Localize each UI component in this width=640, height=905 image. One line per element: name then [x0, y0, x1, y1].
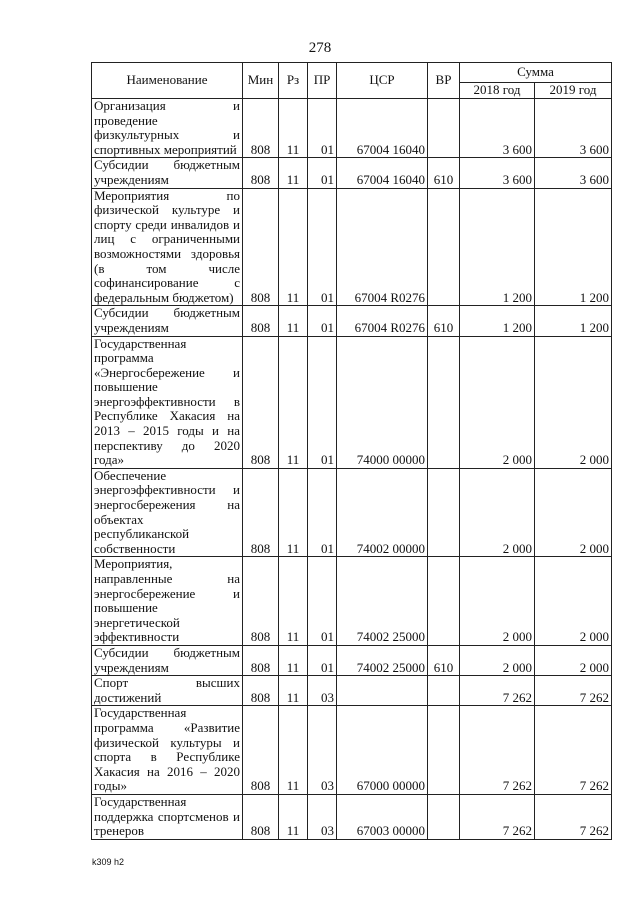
table-row [92, 468, 612, 557]
row-vr [428, 794, 460, 839]
row-sum-2019: 3 600 [535, 99, 612, 158]
row-pr: 01 [308, 158, 337, 188]
row-rz: 11 [279, 468, 308, 557]
row-rz: 11 [279, 188, 308, 306]
row-name: Обеспечение энергоэффективности и энергосбережения на объектах республиканской собственности [92, 468, 243, 557]
row-vr [428, 468, 460, 557]
row-sum-2019: 1 200 [535, 188, 612, 306]
row-min: 808 [243, 99, 279, 158]
row-vr [428, 557, 460, 646]
row-csr: 74002 25000 [337, 557, 428, 646]
row-sum-2019: 3 600 [535, 158, 612, 188]
row-pr: 01 [308, 645, 337, 675]
header-min: Мин [243, 63, 279, 99]
row-min: 808 [243, 188, 279, 306]
row-csr: 67003 00000 [337, 794, 428, 839]
row-rz: 11 [279, 158, 308, 188]
row-pr: 01 [308, 306, 337, 336]
header-csr: ЦСР [337, 63, 428, 99]
row-min: 808 [243, 158, 279, 188]
row-vr [428, 676, 460, 706]
row-vr: 610 [428, 645, 460, 675]
row-vr: 610 [428, 158, 460, 188]
row-sum-2018: 2 000 [460, 645, 535, 675]
row-sum-2019: 2 000 [535, 468, 612, 557]
row-name: Организация и проведение физкультурных и спортивных мероприятий [92, 99, 243, 158]
row-name: Субсидии бюджетным учреждениям [92, 306, 243, 336]
row-name: Мероприятия, направленные на энергосбережение и повышение энергетической эффективности [92, 557, 243, 646]
row-pr: 03 [308, 706, 337, 795]
page-number: 278 [308, 40, 332, 56]
row-name: Спорт высших достижений [92, 676, 243, 706]
header-rz: Рз [279, 63, 308, 99]
row-min: 808 [243, 676, 279, 706]
row-sum-2019: 7 262 [535, 676, 612, 706]
row-vr: 610 [428, 306, 460, 336]
row-csr: 67004 R0276 [337, 306, 428, 336]
header-sum: Сумма [460, 63, 612, 83]
table-row [92, 557, 612, 646]
row-rz: 11 [279, 645, 308, 675]
row-sum-2019: 7 262 [535, 706, 612, 795]
row-vr [428, 99, 460, 158]
table-body [92, 99, 612, 840]
footer-code: k309 h2 [92, 857, 125, 867]
row-min: 808 [243, 794, 279, 839]
row-vr [428, 336, 460, 468]
table-row [92, 794, 612, 839]
row-min: 808 [243, 557, 279, 646]
row-sum-2018: 2 000 [460, 557, 535, 646]
row-pr: 01 [308, 188, 337, 306]
row-min: 808 [243, 468, 279, 557]
row-rz: 11 [279, 706, 308, 795]
row-name: Государственная поддержка спортсменов и тренеров [92, 794, 243, 839]
row-pr: 01 [308, 336, 337, 468]
budget-table [91, 62, 612, 840]
table-row [92, 336, 612, 468]
row-min: 808 [243, 645, 279, 675]
row-name: Субсидии бюджетным учреждениям [92, 158, 243, 188]
table-row [92, 99, 612, 158]
table-row [92, 645, 612, 675]
header-2018: 2018 год [460, 83, 535, 99]
header-row [92, 63, 612, 83]
table-row [92, 158, 612, 188]
row-name: Субсидии бюджетным учреждениям [92, 645, 243, 675]
row-csr [337, 676, 428, 706]
row-csr: 67004 R0276 [337, 188, 428, 306]
table-row [92, 676, 612, 706]
row-vr [428, 188, 460, 306]
row-sum-2019: 2 000 [535, 557, 612, 646]
header-vr: ВР [428, 63, 460, 99]
header-pr: ПР [308, 63, 337, 99]
row-csr: 74000 00000 [337, 336, 428, 468]
row-sum-2018: 7 262 [460, 706, 535, 795]
row-rz: 11 [279, 794, 308, 839]
row-name: Мероприятия по физической культуре и спорту среди инвалидов и лиц с ограниченными возможностями здоровья (в том числе софинансирование с федеральным бюджетом) [92, 188, 243, 306]
row-sum-2018: 7 262 [460, 676, 535, 706]
row-pr: 03 [308, 794, 337, 839]
table-row [92, 188, 612, 306]
row-min: 808 [243, 706, 279, 795]
row-sum-2018: 3 600 [460, 158, 535, 188]
table-row [92, 706, 612, 795]
row-csr: 74002 00000 [337, 468, 428, 557]
row-pr: 01 [308, 557, 337, 646]
row-rz: 11 [279, 99, 308, 158]
row-vr [428, 706, 460, 795]
row-sum-2018: 1 200 [460, 188, 535, 306]
header-name: Наименование [92, 63, 243, 99]
row-sum-2018: 2 000 [460, 336, 535, 468]
row-name: Государственная программа «Развитие физической культуры и спорта в Республике Хакасия на 2016 – 2020 годы» [92, 706, 243, 795]
row-sum-2019: 1 200 [535, 306, 612, 336]
row-sum-2018: 1 200 [460, 306, 535, 336]
row-sum-2019: 2 000 [535, 336, 612, 468]
row-pr: 01 [308, 99, 337, 158]
header-2019: 2019 год [535, 83, 612, 99]
row-min: 808 [243, 306, 279, 336]
row-pr: 01 [308, 468, 337, 557]
row-csr: 67004 16040 [337, 158, 428, 188]
row-csr: 67000 00000 [337, 706, 428, 795]
row-sum-2019: 2 000 [535, 645, 612, 675]
row-sum-2018: 7 262 [460, 794, 535, 839]
row-name: Государственная программа «Энергосбережение и повышение энергоэффективности в Республике Хакасия на 2013 – 2015 годы и на перспективу до 2020 года» [92, 336, 243, 468]
row-min: 808 [243, 336, 279, 468]
row-pr: 03 [308, 676, 337, 706]
row-sum-2019: 7 262 [535, 794, 612, 839]
row-rz: 11 [279, 336, 308, 468]
row-sum-2018: 3 600 [460, 99, 535, 158]
row-rz: 11 [279, 676, 308, 706]
row-rz: 11 [279, 557, 308, 646]
row-csr: 74002 25000 [337, 645, 428, 675]
row-rz: 11 [279, 306, 308, 336]
table-row [92, 306, 612, 336]
row-sum-2018: 2 000 [460, 468, 535, 557]
row-csr: 67004 16040 [337, 99, 428, 158]
